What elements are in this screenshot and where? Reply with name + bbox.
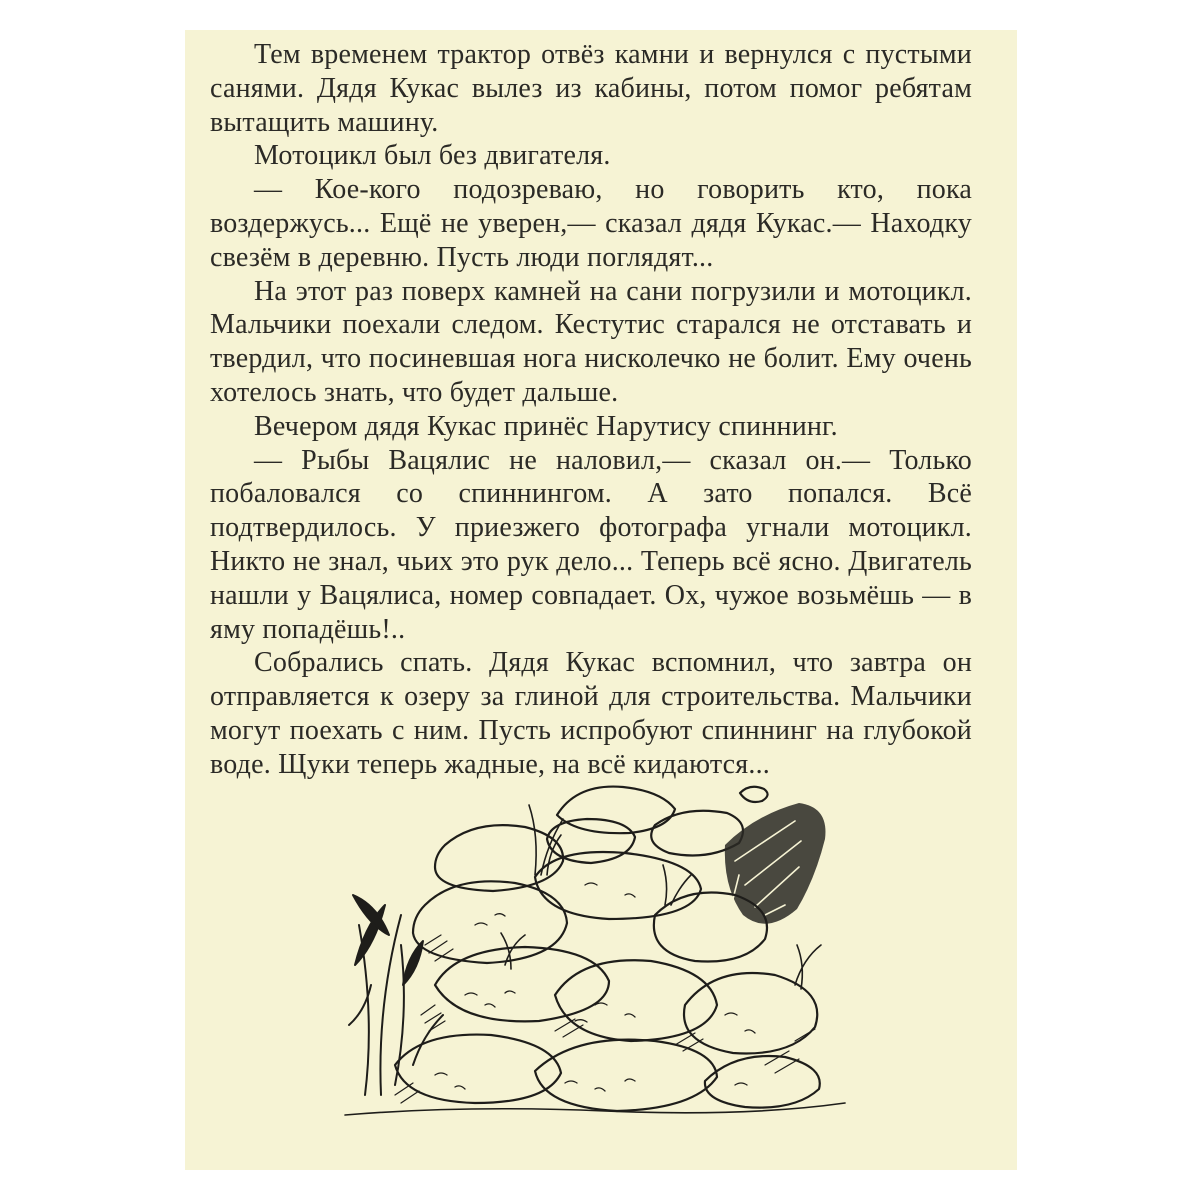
paragraph: Мотоцикл был без двигателя. xyxy=(254,140,611,172)
stone-mid-right xyxy=(654,893,767,962)
page-text xyxy=(210,38,972,782)
stone-front-right xyxy=(684,973,817,1053)
paragraph: — Рыбы Вацялис не наловил,— сказал он.— Только побаловался со спиннингом. А зато попался. Всё подтвердилось. У приезжего фотографа угнали мотоцикл. Никто не знал, чьих это рук дело... Теперь всё ясно. Двигатель нашли у Вацялиса, номер совпадает. Ох, чужое возьмёшь — в яму попадёшь!.. xyxy=(210,444,972,645)
paragraph: Собрались спать. Дядя Кукас вспомнил, что завтра он отправляется к озеру за глиной для строительства. Мальчики могут поехать с ним. Пусть испробуют спиннинг на глубокой воде. Щуки теперь жадные, на всё кидаются... xyxy=(210,647,972,780)
stone-back-1 xyxy=(557,787,675,834)
stone-bottom-center xyxy=(535,1040,717,1111)
paragraph: — Кое-кого подозреваю, но говорить кто, пока воздержусь... Ещё не уверен,— сказал дядя Кукас.— Находку свезём в деревню. Пусть люди поглядят... xyxy=(210,174,972,273)
stone-small-distant xyxy=(740,787,768,802)
paragraph: Вечером дядя Кукас принёс Нарутису спиннинг. xyxy=(254,410,838,442)
stone-back-2 xyxy=(547,819,635,863)
stone-mid-center xyxy=(535,852,701,919)
stones-illustration xyxy=(325,765,885,1125)
stone-bottom-right xyxy=(705,1056,820,1108)
stone-front-center xyxy=(555,960,717,1041)
paragraph: На этот раз поверх камней на сани погрузили и мотоцикл. Мальчики поехали следом. Кестутис старался не отставать и твердил, что посиневшая нога нисколечко не болит. Ему очень хотелось знать, что будет дальше. xyxy=(210,275,972,408)
paragraph: Тем временем трактор отвёз камни и вернулся с пустыми санями. Дядя Кукас вылез из кабины, потом помог ребятам вытащить машину. xyxy=(210,39,972,138)
